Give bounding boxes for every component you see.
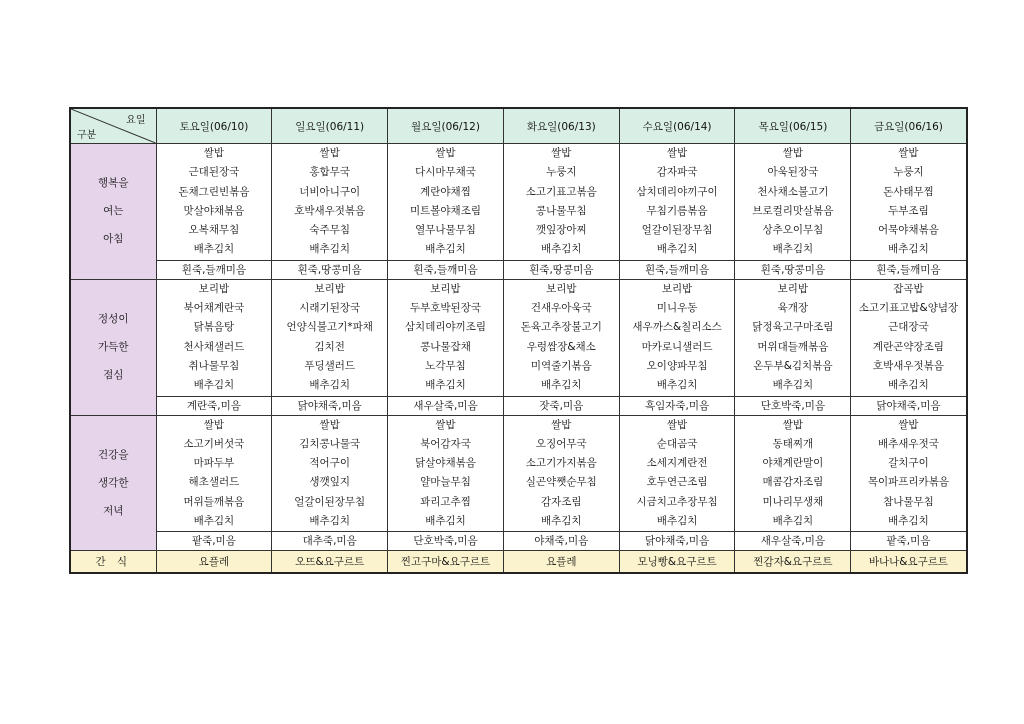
menu-item: 배추김치 [888, 515, 929, 528]
menu-cell [851, 415, 967, 532]
day-header: 금요일(06/16) [851, 108, 967, 144]
porridge-item: 계란죽,미음 [156, 396, 272, 415]
porridge-item: 흰죽,들깨미음 [388, 260, 504, 279]
snack-row [70, 551, 967, 574]
menu-item: 보리밥 [661, 282, 693, 295]
menu-item: 취나물무침 [188, 359, 240, 372]
menu-item: 마카로니샐러드 [641, 340, 713, 353]
porridge-item: 흰죽,들깨미음 [619, 260, 735, 279]
category-axis-label: 구분 [77, 130, 97, 141]
menu-item: 다시마무채국 [415, 166, 476, 179]
menu-item: 김치콩나물국 [299, 437, 361, 450]
menu-item: 배추김치 [656, 243, 698, 256]
menu-item: 쌀밥 [319, 147, 340, 159]
menu-item: 쌀밥 [435, 418, 456, 431]
meal-label-line: 건강을 [98, 448, 129, 461]
snack-label: 간 식 [70, 551, 156, 574]
menu-item: 삼치데리야끼조림 [404, 321, 487, 334]
menu-item: 두부조림 [888, 204, 929, 217]
menu-item: 열무나물무침 [415, 224, 476, 237]
porridge-item: 흰죽,땅콩미음 [503, 260, 619, 279]
menu-item: 언양식불고기*파채 [286, 321, 373, 334]
menu-item: 마파두부 [193, 457, 235, 470]
menu-item: 삼치데리야끼구이 [636, 185, 718, 198]
menu-item: 시래기된장국 [299, 302, 361, 315]
menu-item: 쌀밥 [551, 418, 572, 431]
menu-item: 해초샐러드 [188, 476, 240, 489]
menu-cell [735, 144, 851, 261]
menu-cell [503, 279, 619, 396]
snack-item: 요플레 [503, 551, 619, 574]
porridge-item: 흰죽,들깨미음 [851, 260, 967, 279]
menu-item: 생깻잎지 [309, 476, 350, 489]
breakfast-porridge-row [70, 260, 967, 279]
menu-item: 쌀밥 [782, 418, 804, 431]
menu-cell [619, 144, 735, 261]
menu-item: 근대장국 [888, 321, 929, 334]
menu-item: 배추김치 [309, 243, 350, 256]
menu-item: 배추김치 [888, 243, 929, 256]
menu-item: 새우까스&칠리소스 [632, 321, 722, 334]
menu-item: 소세지계란전 [646, 457, 708, 470]
porridge-item: 잣죽,미음 [503, 396, 619, 415]
porridge-item: 대추죽,미음 [272, 532, 388, 551]
menu-item: 참나물무침 [883, 495, 934, 508]
menu-item: 야채계란말이 [762, 457, 824, 470]
menu-item: 쌀밥 [435, 147, 456, 159]
menu-item: 배추새우젓국 [878, 437, 939, 450]
menu-item: 누룽지 [546, 166, 577, 179]
meal-label-line: 아침 [103, 233, 124, 246]
menu-item: 배추김치 [309, 515, 350, 528]
menu-item: 감자파국 [656, 166, 698, 179]
menu-item: 계란곤약장조림 [872, 340, 944, 353]
menu-item: 쌀밥 [203, 418, 225, 431]
menu-item: 홍합무국 [309, 166, 350, 179]
menu-item: 닭정육고구마조림 [752, 321, 834, 334]
menu-item: 배추김치 [193, 515, 235, 528]
menu-item: 김치전 [314, 340, 345, 353]
meal-label-line: 여는 [103, 205, 124, 218]
menu-item: 호박새우젓볶음 [872, 359, 944, 372]
menu-item: 온두부&김치볶음 [753, 359, 833, 372]
menu-cell [851, 279, 967, 396]
menu-item: 보리밥 [546, 282, 577, 295]
menu-item: 쌀밥 [782, 147, 804, 159]
menu-item: 적어구이 [309, 457, 350, 470]
day-header: 화요일(06/13) [503, 108, 619, 144]
menu-item: 소고기가지볶음 [525, 457, 597, 470]
menu-item: 무침기름볶음 [646, 204, 708, 217]
menu-item: 얼갈이된장무침 [641, 224, 713, 237]
menu-item: 동태찌개 [772, 437, 814, 450]
menu-item: 배추김치 [772, 515, 814, 528]
menu-item: 노각무침 [425, 359, 466, 372]
menu-item: 감자조림 [541, 495, 582, 508]
menu-item: 깻잎장아찌 [535, 224, 587, 237]
porridge-item: 새우살죽,미음 [735, 532, 851, 551]
menu-item: 미역줄기볶음 [530, 359, 592, 372]
menu-item: 우렁쌈장&채소 [526, 340, 596, 353]
menu-cell [735, 279, 851, 396]
menu-item: 배추김치 [656, 379, 698, 392]
day-header: 목요일(06/15) [735, 108, 851, 144]
menu-item: 얄마늘무침 [420, 476, 471, 489]
menu-item: 오이양파무침 [646, 359, 708, 372]
breakfast-row [70, 144, 967, 261]
menu-item: 소고기표고볶음 [525, 185, 597, 198]
menu-item: 근대된장국 [188, 166, 240, 179]
menu-cell [156, 279, 272, 396]
day-header: 토요일(06/10) [156, 108, 272, 144]
menu-item: 보리밥 [777, 282, 809, 295]
menu-item: 맛살야채볶음 [183, 204, 245, 217]
menu-item: 매콤감자조림 [762, 476, 824, 489]
menu-item: 배추김치 [309, 379, 350, 392]
meal-label-line: 정성이 [98, 313, 129, 326]
snack-item: 찐고구마&요구르트 [388, 551, 504, 574]
menu-item: 돈채그린빈볶음 [178, 185, 250, 198]
menu-cell [619, 415, 735, 532]
menu-item: 돈사태무찜 [883, 185, 934, 198]
lunch-label [70, 279, 156, 415]
menu-item: 콩나물무침 [535, 204, 587, 217]
menu-item: 육개장 [777, 302, 809, 315]
menu-item: 배추김치 [425, 379, 466, 392]
meal-label-line: 점심 [103, 369, 124, 382]
menu-item: 배추김치 [541, 379, 582, 392]
menu-item: 천사채소불고기 [757, 185, 829, 198]
meal-label-line: 가득한 [98, 341, 129, 354]
menu-item: 계란야채찜 [420, 185, 471, 198]
menu-item: 상추오이무침 [762, 224, 824, 237]
menu-cell [156, 144, 272, 261]
menu-item: 닭볶음탕 [193, 321, 235, 334]
menu-item: 머위대들깨볶음 [757, 340, 829, 353]
menu-item: 배추김치 [772, 379, 814, 392]
menu-item: 숙주무침 [309, 224, 350, 237]
menu-item: 브로컬리맛살볶음 [752, 204, 834, 217]
porridge-item: 닭야채죽,미음 [619, 532, 735, 551]
header-corner-cell [70, 108, 156, 144]
menu-item: 배추김치 [772, 243, 814, 256]
menu-item: 배추김치 [541, 243, 582, 256]
menu-item: 얼갈이된장무침 [294, 495, 366, 508]
menu-item: 두부호박된장국 [409, 302, 481, 315]
menu-item: 시금치고추장무침 [636, 495, 718, 508]
menu-item: 호박새우젓볶음 [294, 204, 366, 217]
menu-item: 쌀밥 [898, 147, 919, 159]
menu-item: 쌀밥 [203, 147, 225, 159]
porridge-item: 단호박죽,미음 [388, 532, 504, 551]
menu-item: 쌀밥 [551, 147, 572, 159]
dinner-label [70, 415, 156, 551]
dinner-porridge-row [70, 532, 967, 551]
menu-cell [619, 279, 735, 396]
meal-label-line: 저녁 [103, 504, 124, 517]
menu-item: 머위들깨볶음 [183, 495, 245, 508]
menu-item: 미니우동 [656, 302, 698, 315]
menu-item: 닭살야채볶음 [415, 457, 476, 470]
porridge-item: 흰죽,들깨미음 [156, 260, 272, 279]
snack-item: 요플레 [156, 551, 272, 574]
menu-cell [156, 415, 272, 532]
menu-item: 배추김치 [193, 243, 235, 256]
menu-item: 천사채샐러드 [183, 340, 245, 353]
menu-item: 오징어무국 [535, 437, 587, 450]
menu-item: 갈치구이 [888, 457, 929, 470]
menu-item: 순대곰국 [656, 437, 698, 450]
menu-item: 배추김치 [888, 379, 929, 392]
porridge-item: 야채죽,미음 [503, 532, 619, 551]
menu-item: 소고기버섯국 [183, 437, 245, 450]
menu-item: 오복채무침 [188, 224, 240, 237]
menu-item: 보리밥 [314, 282, 345, 295]
menu-cell [388, 415, 504, 532]
day-header: 일요일(06/11) [272, 108, 388, 144]
snack-item: 모닝빵&요구르트 [619, 551, 735, 574]
menu-item: 미트볼야채조림 [409, 204, 481, 217]
porridge-item: 흰죽,땅콩미음 [272, 260, 388, 279]
porridge-item: 팥죽,미음 [851, 532, 967, 551]
menu-item: 푸딩샐러드 [304, 359, 356, 372]
menu-item: 아욱된장국 [767, 166, 819, 179]
menu-item: 북어감자국 [420, 437, 471, 450]
menu-item: 꽈리고추찜 [420, 495, 471, 508]
menu-item: 어묵야채볶음 [878, 224, 939, 237]
menu-item: 배추김치 [656, 515, 698, 528]
meal-plan-table [69, 107, 968, 574]
porridge-item: 닭야채죽,미음 [851, 396, 967, 415]
menu-item: 너비아니구이 [299, 185, 361, 198]
lunch-porridge-row [70, 396, 967, 415]
porridge-item: 흰죽,땅콩미음 [735, 260, 851, 279]
day-header: 수요일(06/14) [619, 108, 735, 144]
menu-item: 쌀밥 [898, 418, 919, 431]
menu-item: 쌀밥 [666, 147, 688, 159]
snack-item: 바나나&요구르트 [851, 551, 967, 574]
snack-item: 찐감자&요구르트 [735, 551, 851, 574]
menu-cell [503, 415, 619, 532]
porridge-item: 닭야채죽,미음 [272, 396, 388, 415]
menu-item: 콩나물잡채 [420, 340, 471, 353]
snack-item: 오뜨&요구르트 [272, 551, 388, 574]
porridge-item: 팥죽,미음 [156, 532, 272, 551]
menu-item: 보리밥 [430, 282, 461, 295]
menu-item: 배추김치 [193, 379, 235, 392]
menu-item: 미나리무생채 [762, 495, 824, 508]
day-header: 월요일(06/12) [388, 108, 504, 144]
menu-item: 돈육고추장불고기 [520, 321, 602, 334]
menu-item: 쌀밥 [666, 418, 688, 431]
header-row [70, 108, 967, 144]
menu-item: 건새우아욱국 [530, 302, 592, 315]
menu-item: 실곤약쨋순무침 [525, 476, 597, 489]
menu-item: 보리밥 [198, 282, 230, 295]
porridge-item: 단호박죽,미음 [735, 396, 851, 415]
porridge-item: 새우살죽,미음 [388, 396, 504, 415]
meal-label-line: 행복을 [98, 177, 129, 190]
menu-cell [388, 279, 504, 396]
meal-label-line: 생각한 [98, 476, 129, 489]
menu-cell [272, 279, 388, 396]
menu-item: 배추김치 [541, 515, 582, 528]
menu-item: 쌀밥 [319, 418, 340, 431]
menu-item: 배추김치 [425, 515, 466, 528]
menu-cell [272, 415, 388, 532]
menu-cell [735, 415, 851, 532]
menu-item: 배추김치 [425, 243, 466, 256]
menu-cell [503, 144, 619, 261]
menu-item: 북어채계란국 [183, 302, 245, 315]
menu-cell [851, 144, 967, 261]
dinner-row [70, 415, 967, 532]
menu-item: 잡곡밥 [893, 282, 924, 295]
menu-cell [272, 144, 388, 261]
menu-item: 소고기표고밥&양념장 [858, 302, 959, 315]
breakfast-label [70, 144, 156, 280]
menu-item: 누룽지 [893, 166, 924, 179]
lunch-row [70, 279, 967, 396]
menu-item: 목이파프리카볶음 [867, 476, 949, 489]
menu-cell [388, 144, 504, 261]
porridge-item: 흑임자죽,미음 [619, 396, 735, 415]
menu-item: 호두연근조림 [646, 476, 708, 489]
day-axis-label: 요일 [126, 115, 146, 126]
